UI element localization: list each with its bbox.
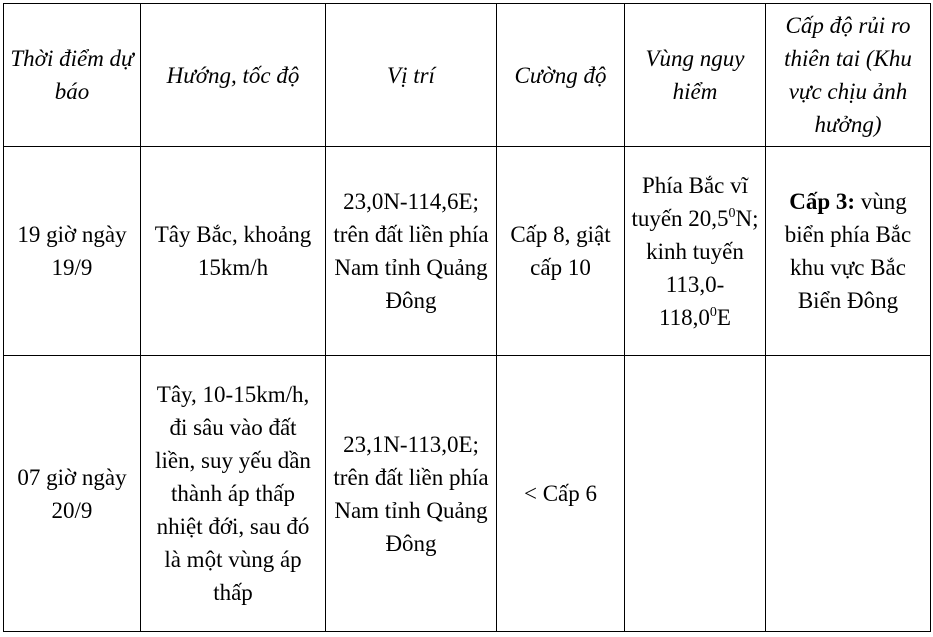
danger-zone-text-1: Phía Bắc vĩ tuyến 20,5	[631, 172, 749, 231]
degree-superscript: 0	[709, 304, 717, 320]
danger-zone-text-2: N; kinh tuyến 113,0-118,0	[646, 205, 759, 330]
danger-zone-text-3: E	[716, 304, 731, 330]
cell-direction: Tây, 10-15km/h, đi sâu vào đất liền, suy yếu dần thành áp thấp nhiệt đới, sau đó là một vùng áp thấp	[141, 356, 326, 632]
cell-risk-level	[766, 356, 931, 632]
table-row	[4, 147, 931, 356]
risk-area-text: vùng biển phía Bắc khu vực Bắc Biển Đông	[784, 189, 912, 313]
cell-danger-zone	[625, 147, 766, 356]
cell-danger-zone	[625, 356, 766, 632]
risk-level-label: Cấp 3:	[789, 189, 856, 214]
cell-position: 23,1N-113,0E; trên đất liền phía Nam tỉnh Quảng Đông	[326, 356, 497, 632]
header-risk-level: Cấp độ rủi ro thiên tai (Khu vực chịu ảnh hưởng)	[766, 4, 931, 147]
cell-position: 23,0N-114,6E; trên đất liền phía Nam tỉnh Quảng Đông	[326, 147, 497, 356]
cell-time: 19 giờ ngày 19/9	[4, 147, 141, 356]
forecast-table	[3, 3, 931, 632]
header-intensity: Cường độ	[497, 4, 625, 147]
header-time: Thời điểm dự báo	[4, 4, 141, 147]
header-direction: Hướng, tốc độ	[141, 4, 326, 147]
cell-time: 07 giờ ngày 20/9	[4, 356, 141, 632]
cell-intensity: Cấp 8, giật cấp 10	[497, 147, 625, 356]
degree-superscript: 0	[728, 205, 736, 221]
table-header-row	[4, 4, 931, 147]
cell-intensity: < Cấp 6	[497, 356, 625, 632]
cell-direction: Tây Bắc, khoảng 15km/h	[141, 147, 326, 356]
header-position: Vị trí	[326, 4, 497, 147]
header-danger-zone: Vùng nguy hiểm	[625, 4, 766, 147]
cell-risk-level	[766, 147, 931, 356]
table-row	[4, 356, 931, 632]
